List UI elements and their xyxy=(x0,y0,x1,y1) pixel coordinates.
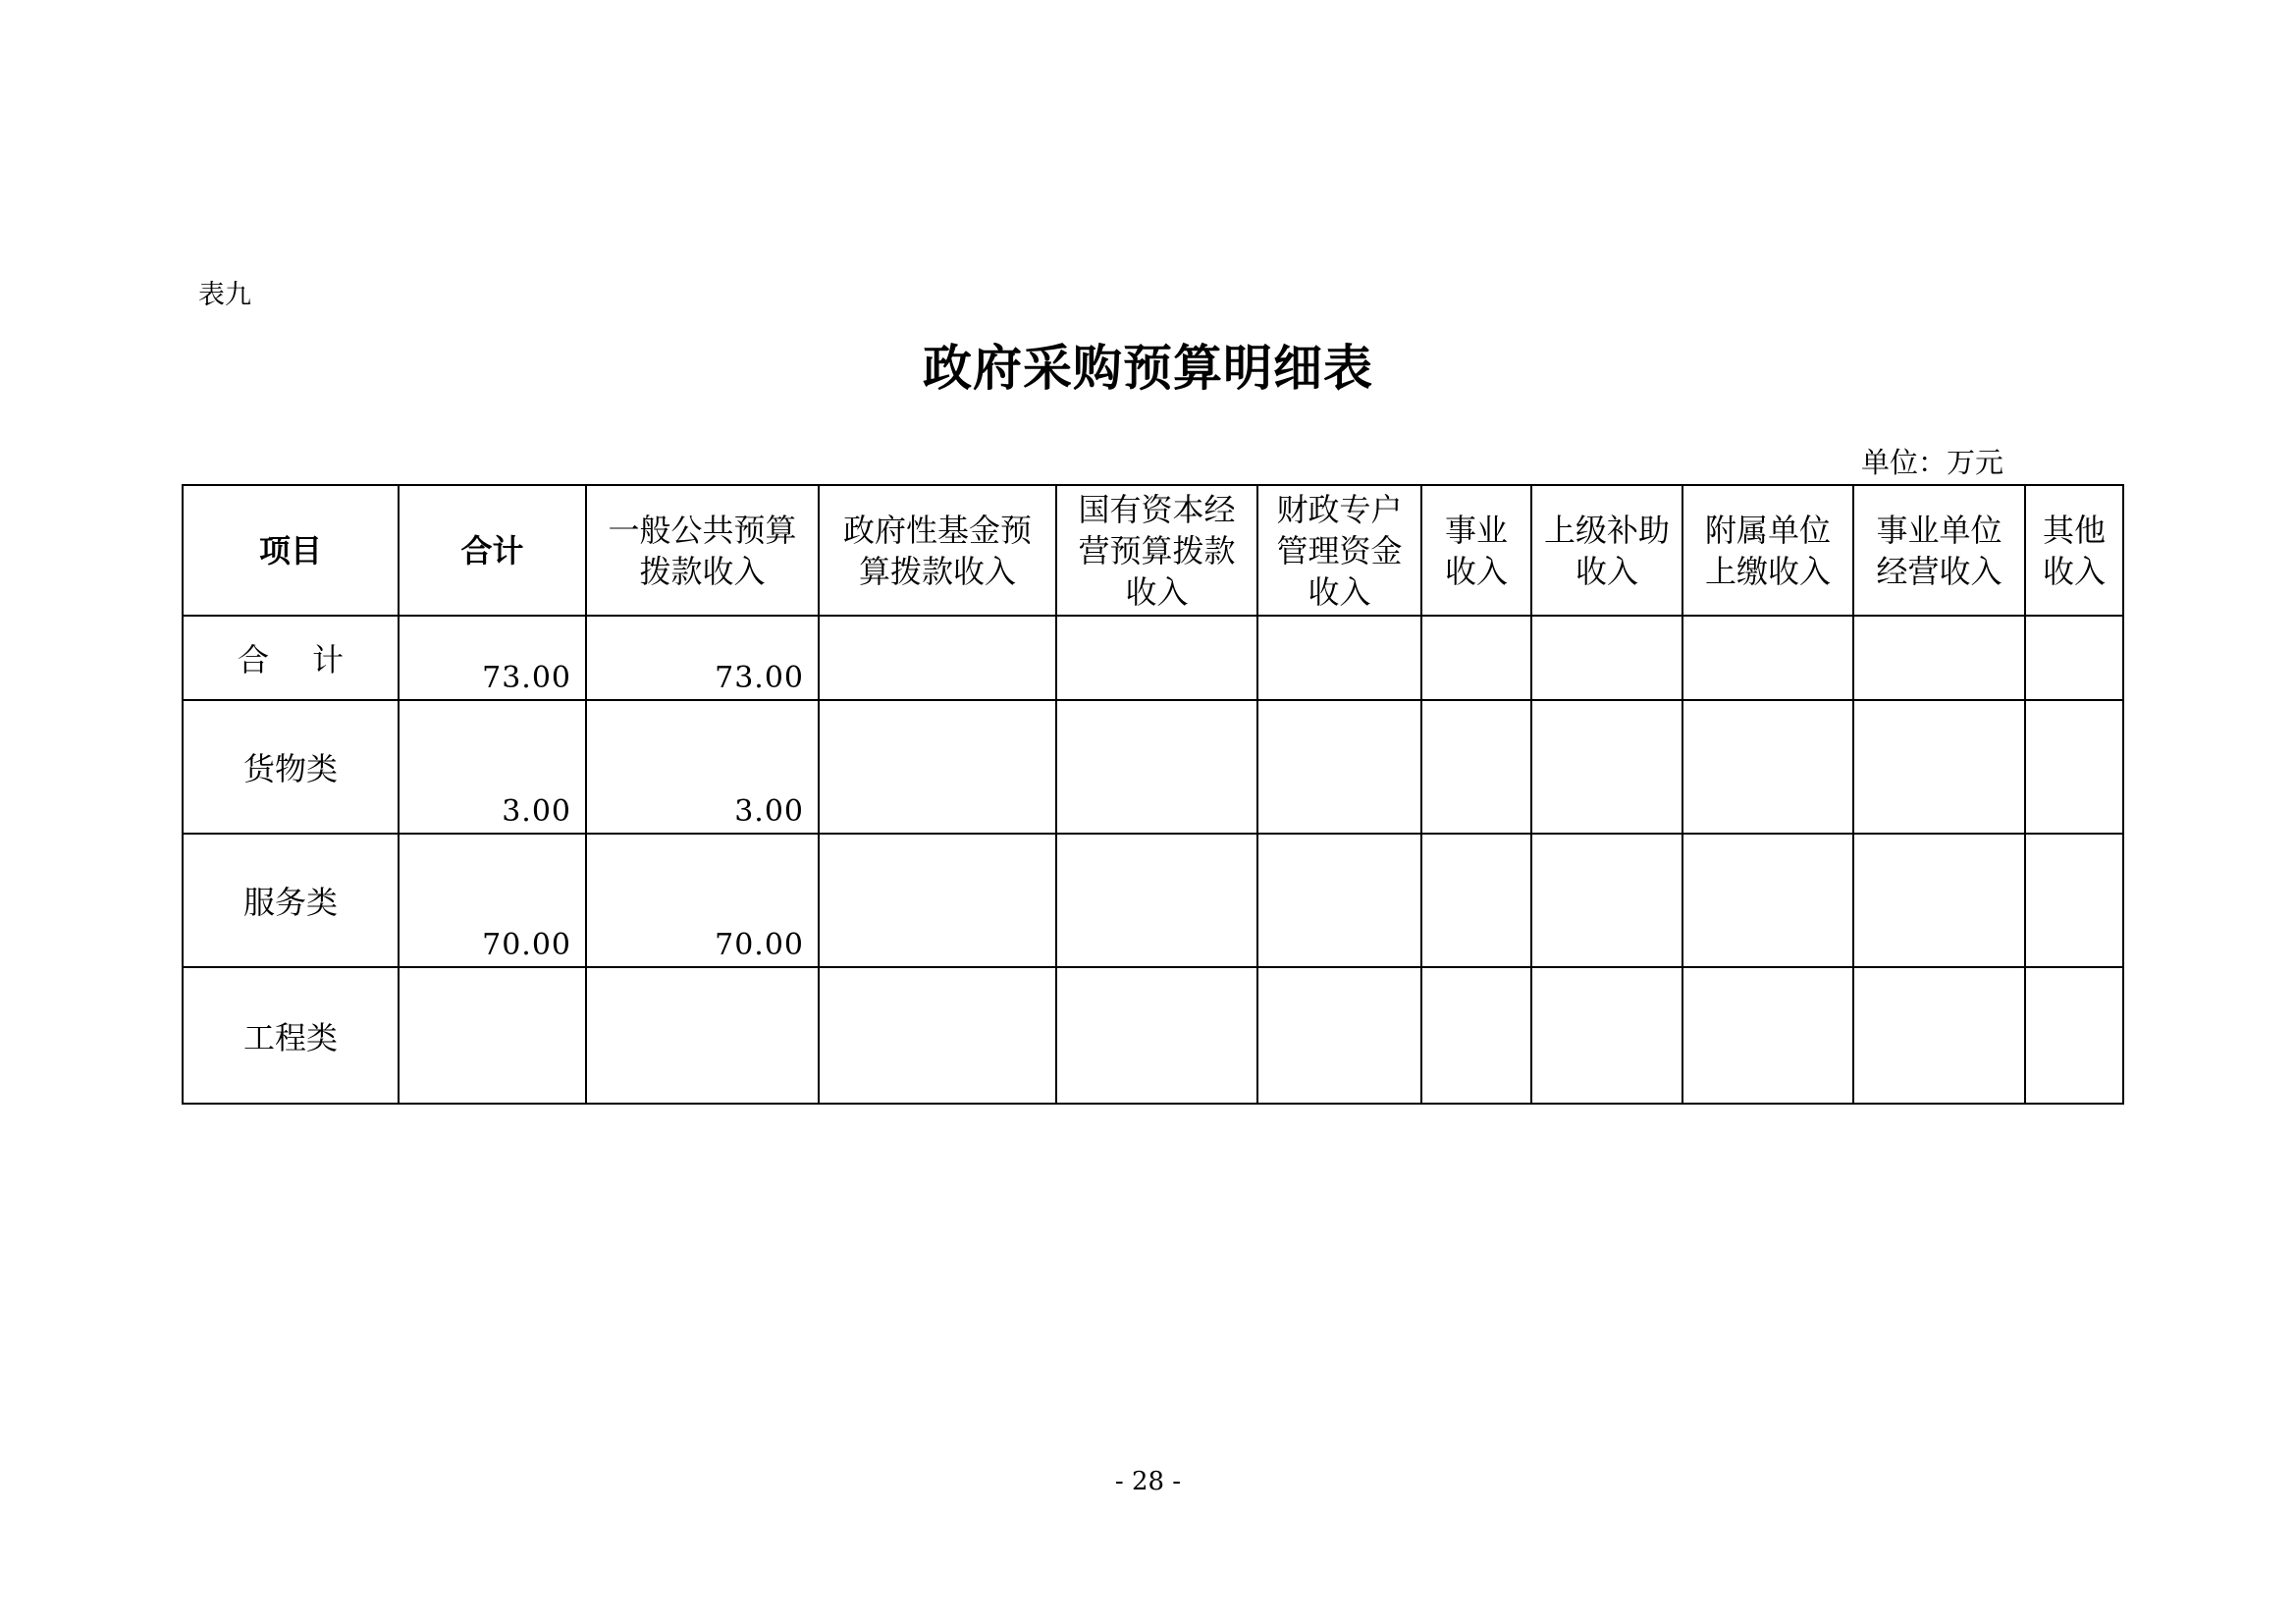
header-business-income: 事业收入 xyxy=(1421,485,1531,616)
cell-state-capital xyxy=(1056,616,1257,700)
cell-affiliate-turnover xyxy=(1682,700,1853,834)
table-label: 表九 xyxy=(198,280,251,310)
table-row xyxy=(183,967,2123,1104)
cell-affiliate-turnover xyxy=(1682,834,1853,967)
cell-superior-subsidy xyxy=(1531,834,1682,967)
cell-state-capital xyxy=(1056,834,1257,967)
cell-special-account xyxy=(1257,700,1421,834)
cell-affiliate-turnover xyxy=(1682,616,1853,700)
cell-total: 73.00 xyxy=(399,616,586,700)
cell-superior-subsidy xyxy=(1531,700,1682,834)
header-gov-fund: 政府性基金预算拨款收入 xyxy=(819,485,1056,616)
cell-state-capital xyxy=(1056,700,1257,834)
cell-other-income xyxy=(2025,700,2123,834)
header-superior-subsidy: 上级补助收入 xyxy=(1531,485,1682,616)
cell-gov-fund xyxy=(819,967,1056,1104)
row-item-works: 工程类 xyxy=(183,967,399,1104)
cell-operating-income xyxy=(1853,967,2025,1104)
cell-other-income xyxy=(2025,834,2123,967)
cell-affiliate-turnover xyxy=(1682,967,1853,1104)
cell-operating-income xyxy=(1853,616,2025,700)
table-row xyxy=(183,700,2123,834)
header-total: 合计 xyxy=(399,485,586,616)
page-number: - 28 - xyxy=(1114,1467,1182,1496)
cell-operating-income xyxy=(1853,834,2025,967)
cell-business-income xyxy=(1421,700,1531,834)
cell-other-income xyxy=(2025,616,2123,700)
cell-gov-fund xyxy=(819,700,1056,834)
cell-total xyxy=(399,967,586,1104)
cell-total: 70.00 xyxy=(399,834,586,967)
cell-gov-fund xyxy=(819,616,1056,700)
header-other-income: 其他收入 xyxy=(2025,485,2123,616)
cell-special-account xyxy=(1257,834,1421,967)
header-general-budget: 一般公共预算拨款收入 xyxy=(586,485,819,616)
unit-label: 单位：万元 xyxy=(1861,446,2004,479)
row-item-services: 服务类 xyxy=(183,834,399,967)
table-row xyxy=(183,834,2123,967)
cell-general-budget: 73.00 xyxy=(586,616,819,700)
cell-operating-income xyxy=(1853,700,2025,834)
header-item: 项目 xyxy=(183,485,399,616)
cell-total: 3.00 xyxy=(399,700,586,834)
header-operating-income: 事业单位经营收入 xyxy=(1853,485,2025,616)
cell-superior-subsidy xyxy=(1531,967,1682,1104)
header-state-capital: 国有资本经营预算拨款收入 xyxy=(1056,485,1257,616)
row-item-total: 合计 xyxy=(183,616,399,700)
cell-gov-fund xyxy=(819,834,1056,967)
cell-general-budget xyxy=(586,967,819,1104)
cell-business-income xyxy=(1421,834,1531,967)
header-affiliate-turnover: 附属单位上缴收入 xyxy=(1682,485,1853,616)
cell-business-income xyxy=(1421,616,1531,700)
header-row xyxy=(183,485,2123,616)
table-row xyxy=(183,616,2123,700)
procurement-budget-table xyxy=(182,484,2124,1105)
cell-general-budget: 3.00 xyxy=(586,700,819,834)
cell-general-budget: 70.00 xyxy=(586,834,819,967)
cell-state-capital xyxy=(1056,967,1257,1104)
cell-special-account xyxy=(1257,616,1421,700)
document-title: 政府采购预算明细表 xyxy=(923,339,1373,397)
cell-business-income xyxy=(1421,967,1531,1104)
cell-other-income xyxy=(2025,967,2123,1104)
cell-superior-subsidy xyxy=(1531,616,1682,700)
header-special-account: 财政专户管理资金收入 xyxy=(1257,485,1421,616)
row-item-goods: 货物类 xyxy=(183,700,399,834)
cell-special-account xyxy=(1257,967,1421,1104)
